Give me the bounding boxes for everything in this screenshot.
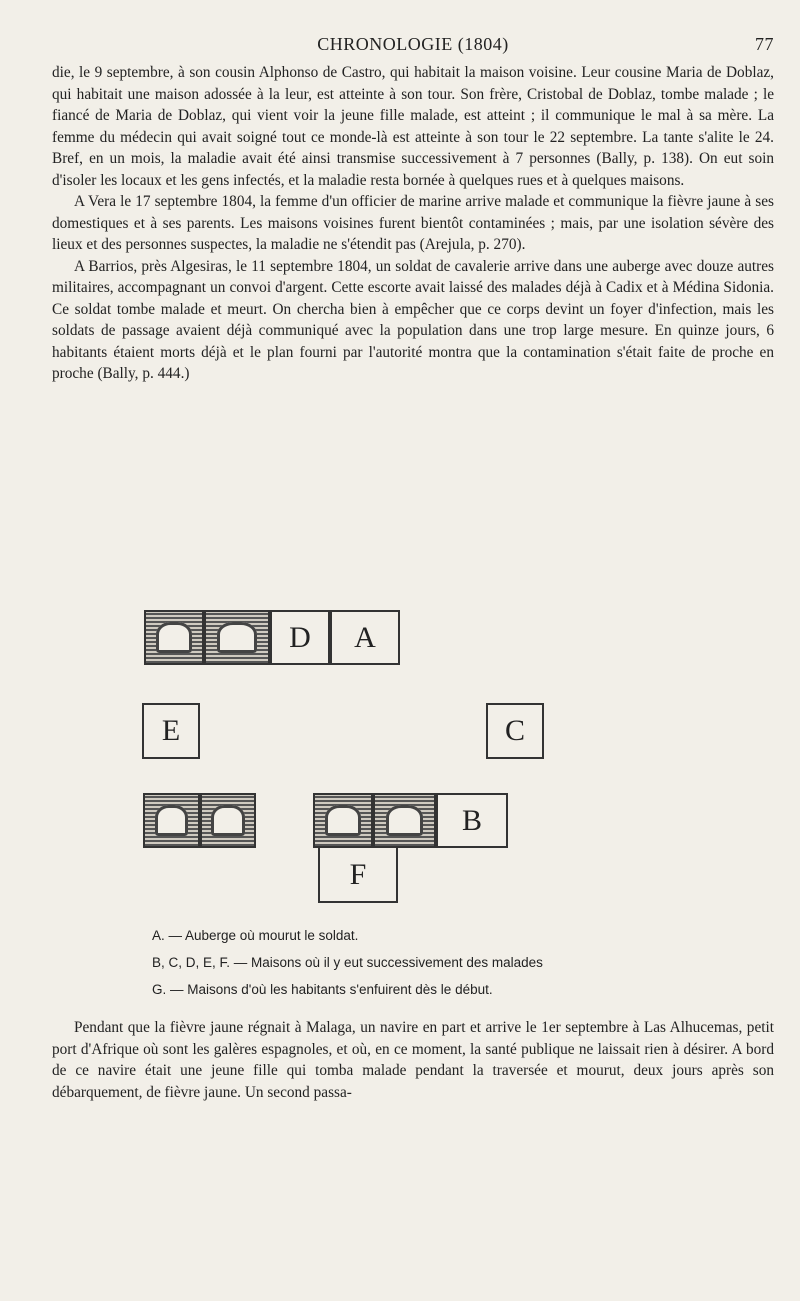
house-g-bottom-2 bbox=[200, 793, 256, 848]
label-a: A bbox=[354, 620, 376, 654]
legend-a: A. — Auberge où mourut le soldat. bbox=[152, 928, 359, 943]
house-g-top-2 bbox=[204, 610, 270, 665]
house-g-bottom-4 bbox=[373, 793, 436, 848]
running-header bbox=[52, 34, 774, 60]
paragraph-vera: A Vera le 17 septembre 1804, la femme d'un officier de marine arrive malade et communique la fièvre jaune à ses domestiques et à ses parents. Les maisons voisines furent bientôt contaminées ; mais, par une isolation sévère des lieux et des personnes suspectes, la maladie ne s'étendit pas (Arejula, p. 270). bbox=[52, 193, 774, 253]
house-g-bottom-3 bbox=[313, 793, 373, 848]
page-number: 77 bbox=[755, 34, 774, 54]
paragraph-barrios: A Barrios, près Algesiras, le 11 septembre 1804, un soldat de cavalerie arrive dans une auberge avec douze autres militaires, accompagnant un convoi d'argent. Cette escorte avait laissé des malades déjà à Cadix et à Médina Sidonia. Ce soldat tombe malade et meurt. On chercha bien à empêcher que ce corps devint un foyer d'infection, mais les soldats de passage avaient déjà communiqué avec la population dans une trop large mesure. En quinze jours, 6 habitants étaient morts déjà et le plan fourni par l'autorité montra que la contamination s'était faite de proche en proche (Bally, p. 444.) bbox=[52, 257, 774, 382]
label-f: F bbox=[349, 857, 367, 891]
house-e bbox=[142, 703, 200, 759]
house-d bbox=[270, 610, 330, 665]
legend-b-f: B, C, D, E, F. — Maisons où il y eut successivement des malades bbox=[152, 955, 543, 970]
label-d: D bbox=[289, 620, 311, 654]
chapter-title: CHRONOLOGIE (1804) bbox=[317, 34, 509, 54]
house-a bbox=[330, 610, 400, 665]
legend-g: G. — Maisons d'où les habitants s'enfuirent dès le début. bbox=[152, 982, 493, 997]
house-f bbox=[318, 848, 398, 903]
house-c bbox=[486, 703, 544, 759]
label-e: E bbox=[161, 714, 181, 747]
house-g-top-1 bbox=[144, 610, 204, 665]
paragraph-alhucemas: Pendant que la fièvre jaune régnait à Malaga, un navire en part et arrive le 1er septembre à Las Alhucemas, petit port d'Afrique où sont les galères espagnoles, et où, en ce moment, la santé publique ne laissait rien à désirer. A bord de ce navire était une jeune fille qui tomba malade pendant la traversée et mourut, deux jours après son débarquement, de fièvre jaune. Un second passa- bbox=[52, 1019, 774, 1101]
house-b bbox=[436, 793, 508, 848]
paragraph-doblaz: die, le 9 septembre, à son cousin Alphonso de Castro, qui habitait la maison voisine. Leur cousine Maria de Doblaz, qui habitait une maison adossée à la leur, est atteinte à son tour. Son frère, Cristobal de Doblaz, tombe malade ; le fiancé de Maria de Doblaz, qui vient voir la jeune fille malade, est atteint ; il communique le mal à sa mère. La femme du médecin qui avait soigné tout ce monde-là est atteinte à son tour le 22 septembre. La tante s'alite le 24. Bref, en un mois, la maladie avait été ainsi transmise successivement à 7 personnes (Bally, p. 138). On eut soin d'isoler les locaux et les gens infectés, et la maladie resta bornée à quelques rues et à quelques maisons. bbox=[52, 64, 774, 189]
label-c: C bbox=[504, 714, 525, 747]
label-b: B bbox=[461, 803, 482, 837]
house-g-bottom-1 bbox=[143, 793, 200, 848]
text-block-top bbox=[52, 62, 774, 385]
